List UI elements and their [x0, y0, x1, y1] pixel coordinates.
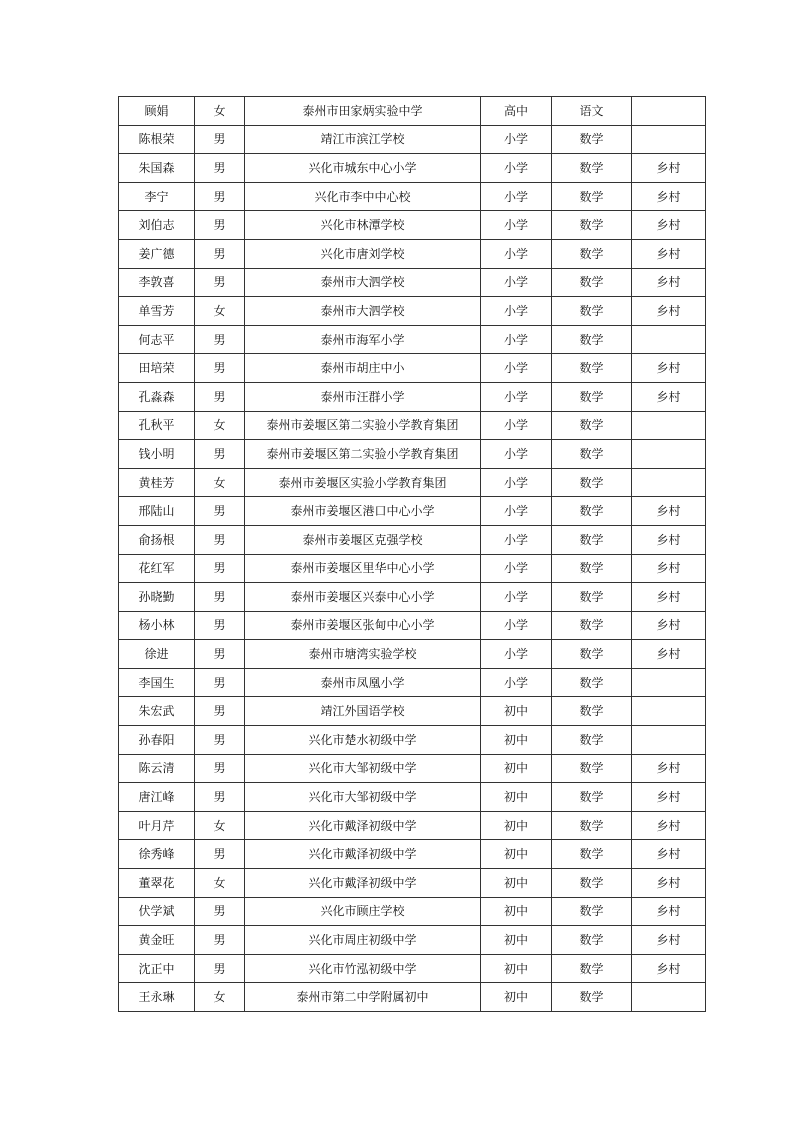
- subject-cell: 数学: [552, 926, 632, 955]
- gender-cell: 男: [195, 954, 245, 983]
- subject-cell: 数学: [552, 154, 632, 183]
- school-cell: 泰州市塘湾实验学校: [245, 640, 481, 669]
- table-row: [119, 697, 706, 726]
- school-cell: 泰州市大泗学校: [245, 297, 481, 326]
- area-cell: [632, 97, 706, 126]
- subject-cell: 数学: [552, 783, 632, 812]
- gender-cell: 男: [195, 211, 245, 240]
- table-row: [119, 897, 706, 926]
- school-cell: 靖江市滨江学校: [245, 125, 481, 154]
- subject-cell: 数学: [552, 897, 632, 926]
- area-cell: 乡村: [632, 239, 706, 268]
- area-cell: [632, 440, 706, 469]
- gender-cell: 男: [195, 182, 245, 211]
- gender-cell: 男: [195, 926, 245, 955]
- school-cell: 泰州市汪群小学: [245, 382, 481, 411]
- gender-cell: 女: [195, 297, 245, 326]
- table-row: [119, 182, 706, 211]
- name-cell: 花红军: [119, 554, 195, 583]
- subject-cell: 语文: [552, 97, 632, 126]
- name-cell: 李国生: [119, 668, 195, 697]
- name-cell: 董翠花: [119, 869, 195, 898]
- school-cell: 泰州市田家炳实验中学: [245, 97, 481, 126]
- area-cell: 乡村: [632, 754, 706, 783]
- school-cell: 兴化市大邹初级中学: [245, 783, 481, 812]
- subject-cell: 数学: [552, 182, 632, 211]
- area-cell: [632, 697, 706, 726]
- name-cell: 孔淼森: [119, 382, 195, 411]
- name-cell: 孙春阳: [119, 726, 195, 755]
- area-cell: 乡村: [632, 554, 706, 583]
- name-cell: 朱国森: [119, 154, 195, 183]
- gender-cell: 男: [195, 583, 245, 612]
- area-cell: 乡村: [632, 640, 706, 669]
- subject-cell: 数学: [552, 611, 632, 640]
- school-cell: 泰州市第二中学附属初中: [245, 983, 481, 1012]
- table-row: [119, 525, 706, 554]
- subject-cell: 数学: [552, 239, 632, 268]
- area-cell: 乡村: [632, 954, 706, 983]
- area-cell: [632, 411, 706, 440]
- level-cell: 小学: [481, 239, 552, 268]
- level-cell: 初中: [481, 697, 552, 726]
- gender-cell: 女: [195, 869, 245, 898]
- gender-cell: 男: [195, 525, 245, 554]
- name-cell: 叶月芹: [119, 811, 195, 840]
- level-cell: 初中: [481, 983, 552, 1012]
- subject-cell: 数学: [552, 697, 632, 726]
- area-cell: [632, 325, 706, 354]
- area-cell: 乡村: [632, 211, 706, 240]
- school-cell: 泰州市姜堰区第二实验小学教育集团: [245, 440, 481, 469]
- school-cell: 兴化市竹泓初级中学: [245, 954, 481, 983]
- table-row: [119, 125, 706, 154]
- level-cell: 小学: [481, 640, 552, 669]
- name-cell: 徐秀峰: [119, 840, 195, 869]
- level-cell: 初中: [481, 869, 552, 898]
- teacher-roster-table: [118, 96, 706, 1012]
- table-row: [119, 583, 706, 612]
- school-cell: 泰州市凤凰小学: [245, 668, 481, 697]
- area-cell: [632, 983, 706, 1012]
- school-cell: 兴化市顾庄学校: [245, 897, 481, 926]
- subject-cell: 数学: [552, 125, 632, 154]
- school-cell: 泰州市姜堰区里华中心小学: [245, 554, 481, 583]
- subject-cell: 数学: [552, 640, 632, 669]
- table-row: [119, 411, 706, 440]
- table-row: [119, 611, 706, 640]
- subject-cell: 数学: [552, 525, 632, 554]
- subject-cell: 数学: [552, 668, 632, 697]
- area-cell: 乡村: [632, 840, 706, 869]
- area-cell: 乡村: [632, 583, 706, 612]
- level-cell: 小学: [481, 411, 552, 440]
- table-row: [119, 983, 706, 1012]
- level-cell: 初中: [481, 840, 552, 869]
- subject-cell: 数学: [552, 325, 632, 354]
- level-cell: 小学: [481, 325, 552, 354]
- level-cell: 小学: [481, 211, 552, 240]
- name-cell: 顾娟: [119, 97, 195, 126]
- gender-cell: 女: [195, 811, 245, 840]
- name-cell: 何志平: [119, 325, 195, 354]
- name-cell: 徐进: [119, 640, 195, 669]
- table-row: [119, 640, 706, 669]
- level-cell: 初中: [481, 726, 552, 755]
- name-cell: 伏学斌: [119, 897, 195, 926]
- school-cell: 泰州市胡庄中小: [245, 354, 481, 383]
- area-cell: [632, 726, 706, 755]
- level-cell: 初中: [481, 954, 552, 983]
- name-cell: 沈正中: [119, 954, 195, 983]
- area-cell: [632, 668, 706, 697]
- name-cell: 黄金旺: [119, 926, 195, 955]
- gender-cell: 男: [195, 611, 245, 640]
- gender-cell: 女: [195, 97, 245, 126]
- gender-cell: 男: [195, 754, 245, 783]
- subject-cell: 数学: [552, 354, 632, 383]
- level-cell: 小学: [481, 154, 552, 183]
- area-cell: [632, 125, 706, 154]
- table-row: [119, 840, 706, 869]
- table-row: [119, 869, 706, 898]
- level-cell: 小学: [481, 668, 552, 697]
- gender-cell: 男: [195, 125, 245, 154]
- gender-cell: 男: [195, 554, 245, 583]
- level-cell: 小学: [481, 554, 552, 583]
- table-row: [119, 668, 706, 697]
- school-cell: 泰州市海军小学: [245, 325, 481, 354]
- school-cell: 泰州市大泗学校: [245, 268, 481, 297]
- table-row: [119, 954, 706, 983]
- name-cell: 李敦喜: [119, 268, 195, 297]
- school-cell: 兴化市李中中心校: [245, 182, 481, 211]
- area-cell: 乡村: [632, 869, 706, 898]
- name-cell: 单雪芳: [119, 297, 195, 326]
- name-cell: 李宁: [119, 182, 195, 211]
- subject-cell: 数学: [552, 468, 632, 497]
- school-cell: 兴化市周庄初级中学: [245, 926, 481, 955]
- name-cell: 陈根荣: [119, 125, 195, 154]
- name-cell: 姜广德: [119, 239, 195, 268]
- subject-cell: 数学: [552, 983, 632, 1012]
- name-cell: 黄桂芳: [119, 468, 195, 497]
- level-cell: 小学: [481, 583, 552, 612]
- name-cell: 陈云清: [119, 754, 195, 783]
- area-cell: 乡村: [632, 182, 706, 211]
- school-cell: 靖江外国语学校: [245, 697, 481, 726]
- area-cell: 乡村: [632, 268, 706, 297]
- name-cell: 俞扬根: [119, 525, 195, 554]
- school-cell: 兴化市唐刘学校: [245, 239, 481, 268]
- table-row: [119, 926, 706, 955]
- gender-cell: 男: [195, 783, 245, 812]
- table-row: [119, 497, 706, 526]
- table-row: [119, 754, 706, 783]
- gender-cell: 男: [195, 897, 245, 926]
- level-cell: 初中: [481, 811, 552, 840]
- table-row: [119, 97, 706, 126]
- level-cell: 小学: [481, 268, 552, 297]
- school-cell: 兴化市戴泽初级中学: [245, 869, 481, 898]
- table-row: [119, 154, 706, 183]
- table-row: [119, 783, 706, 812]
- table-row: [119, 440, 706, 469]
- level-cell: 小学: [481, 525, 552, 554]
- table-row: [119, 268, 706, 297]
- table-row: [119, 811, 706, 840]
- gender-cell: 男: [195, 668, 245, 697]
- level-cell: 小学: [481, 468, 552, 497]
- subject-cell: 数学: [552, 440, 632, 469]
- table-row: [119, 297, 706, 326]
- gender-cell: 男: [195, 325, 245, 354]
- area-cell: 乡村: [632, 525, 706, 554]
- gender-cell: 女: [195, 411, 245, 440]
- level-cell: 初中: [481, 926, 552, 955]
- subject-cell: 数学: [552, 211, 632, 240]
- subject-cell: 数学: [552, 726, 632, 755]
- gender-cell: 女: [195, 468, 245, 497]
- subject-cell: 数学: [552, 583, 632, 612]
- school-cell: 泰州市姜堰区克强学校: [245, 525, 481, 554]
- name-cell: 唐江峰: [119, 783, 195, 812]
- level-cell: 高中: [481, 97, 552, 126]
- table-row: [119, 239, 706, 268]
- gender-cell: 男: [195, 382, 245, 411]
- school-cell: 泰州市姜堰区第二实验小学教育集团: [245, 411, 481, 440]
- school-cell: 泰州市姜堰区实验小学教育集团: [245, 468, 481, 497]
- table-row: [119, 382, 706, 411]
- subject-cell: 数学: [552, 497, 632, 526]
- area-cell: 乡村: [632, 154, 706, 183]
- level-cell: 小学: [481, 440, 552, 469]
- gender-cell: 男: [195, 354, 245, 383]
- area-cell: 乡村: [632, 897, 706, 926]
- area-cell: 乡村: [632, 382, 706, 411]
- table-row: [119, 354, 706, 383]
- subject-cell: 数学: [552, 268, 632, 297]
- table-body: [119, 97, 706, 1012]
- gender-cell: 男: [195, 268, 245, 297]
- level-cell: 初中: [481, 754, 552, 783]
- table-row: [119, 554, 706, 583]
- school-cell: 泰州市姜堰区兴泰中心小学: [245, 583, 481, 612]
- subject-cell: 数学: [552, 411, 632, 440]
- subject-cell: 数学: [552, 954, 632, 983]
- subject-cell: 数学: [552, 382, 632, 411]
- level-cell: 初中: [481, 783, 552, 812]
- subject-cell: 数学: [552, 811, 632, 840]
- subject-cell: 数学: [552, 869, 632, 898]
- area-cell: [632, 468, 706, 497]
- level-cell: 小学: [481, 611, 552, 640]
- area-cell: 乡村: [632, 354, 706, 383]
- area-cell: 乡村: [632, 297, 706, 326]
- name-cell: 孔秋平: [119, 411, 195, 440]
- table-row: [119, 468, 706, 497]
- gender-cell: 男: [195, 697, 245, 726]
- school-cell: 兴化市戴泽初级中学: [245, 840, 481, 869]
- name-cell: 朱宏武: [119, 697, 195, 726]
- school-cell: 泰州市姜堰区张甸中心小学: [245, 611, 481, 640]
- name-cell: 钱小明: [119, 440, 195, 469]
- area-cell: 乡村: [632, 811, 706, 840]
- name-cell: 王永琳: [119, 983, 195, 1012]
- area-cell: 乡村: [632, 611, 706, 640]
- level-cell: 小学: [481, 354, 552, 383]
- school-cell: 兴化市林潭学校: [245, 211, 481, 240]
- gender-cell: 男: [195, 154, 245, 183]
- subject-cell: 数学: [552, 840, 632, 869]
- gender-cell: 男: [195, 239, 245, 268]
- name-cell: 杨小林: [119, 611, 195, 640]
- school-cell: 泰州市姜堰区港口中心小学: [245, 497, 481, 526]
- gender-cell: 男: [195, 640, 245, 669]
- table-row: [119, 325, 706, 354]
- name-cell: 刘伯志: [119, 211, 195, 240]
- school-cell: 兴化市楚水初级中学: [245, 726, 481, 755]
- school-cell: 兴化市戴泽初级中学: [245, 811, 481, 840]
- name-cell: 邢陆山: [119, 497, 195, 526]
- level-cell: 初中: [481, 897, 552, 926]
- level-cell: 小学: [481, 497, 552, 526]
- name-cell: 孙晓勤: [119, 583, 195, 612]
- school-cell: 兴化市大邹初级中学: [245, 754, 481, 783]
- table-row: [119, 726, 706, 755]
- name-cell: 田培荣: [119, 354, 195, 383]
- gender-cell: 男: [195, 440, 245, 469]
- area-cell: 乡村: [632, 783, 706, 812]
- gender-cell: 男: [195, 497, 245, 526]
- gender-cell: 男: [195, 726, 245, 755]
- gender-cell: 男: [195, 840, 245, 869]
- level-cell: 小学: [481, 125, 552, 154]
- gender-cell: 女: [195, 983, 245, 1012]
- area-cell: 乡村: [632, 497, 706, 526]
- area-cell: 乡村: [632, 926, 706, 955]
- table-row: [119, 211, 706, 240]
- subject-cell: 数学: [552, 754, 632, 783]
- subject-cell: 数学: [552, 297, 632, 326]
- level-cell: 小学: [481, 182, 552, 211]
- level-cell: 小学: [481, 382, 552, 411]
- school-cell: 兴化市城东中心小学: [245, 154, 481, 183]
- level-cell: 小学: [481, 297, 552, 326]
- subject-cell: 数学: [552, 554, 632, 583]
